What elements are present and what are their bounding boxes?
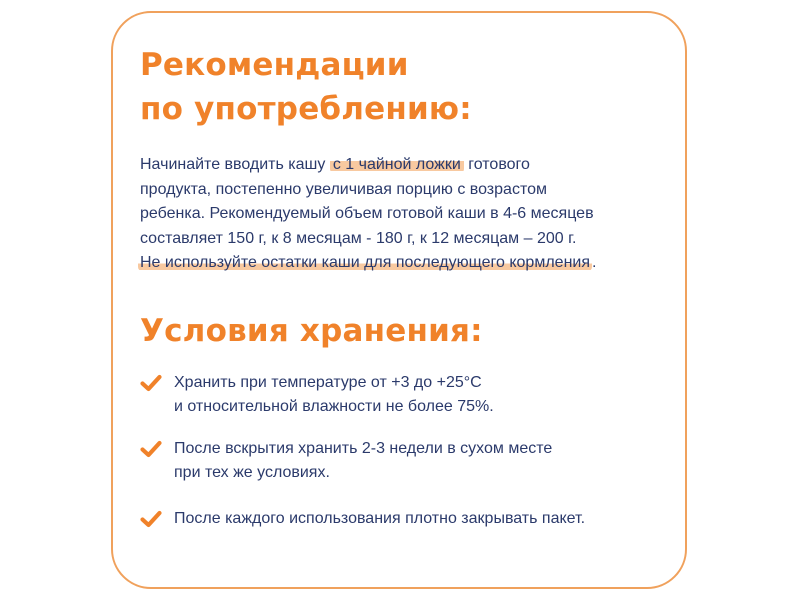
usage-line5-after: . [592, 254, 597, 271]
storage-item-text [174, 371, 494, 419]
checkmark-icon [140, 510, 162, 528]
checkmark-icon [140, 440, 162, 458]
storage-item-line: при тех же условиях. [174, 464, 330, 481]
dosage-highlight: с 1 чайной ложки [330, 156, 464, 173]
usage-paragraph [140, 153, 680, 276]
storage-heading: Условия хранения: [140, 313, 483, 349]
usage-line-3: ребенка. Рекомендуемый объем готовой каши в 4-6 месяцев [140, 205, 594, 222]
storage-item-line: Хранить при температуре от +3 до +25°С [174, 374, 482, 391]
storage-item-text [174, 437, 552, 485]
usage-line-1 [140, 153, 680, 178]
storage-item-line: и относительной влажности не более 75%. [174, 398, 494, 415]
usage-heading [140, 43, 472, 131]
storage-item-line: После каждого использования плотно закрывать пакет. [174, 510, 586, 527]
storage-item-text [174, 507, 585, 531]
leftovers-warning-highlight: Не используйте остатки каши для последующего кормления [140, 254, 590, 271]
usage-line1-after: готового [468, 156, 530, 173]
usage-line-2: продукта, постепенно увеличивая порцию с возрастом [140, 180, 547, 198]
usage-line-4: составляет 150 г, к 8 месяцам - 180 г, к 12 месяцам – 200 г. [140, 229, 577, 247]
usage-heading-line1: Рекомендации [140, 47, 409, 83]
usage-heading-line2: по употреблению: [140, 91, 472, 127]
usage-line1-before: Начинайте вводить кашу [140, 156, 326, 173]
checkmark-icon [140, 374, 162, 392]
usage-line-5 [140, 251, 680, 276]
storage-item-line: После вскрытия хранить 2-3 недели в сухом месте [174, 440, 553, 457]
